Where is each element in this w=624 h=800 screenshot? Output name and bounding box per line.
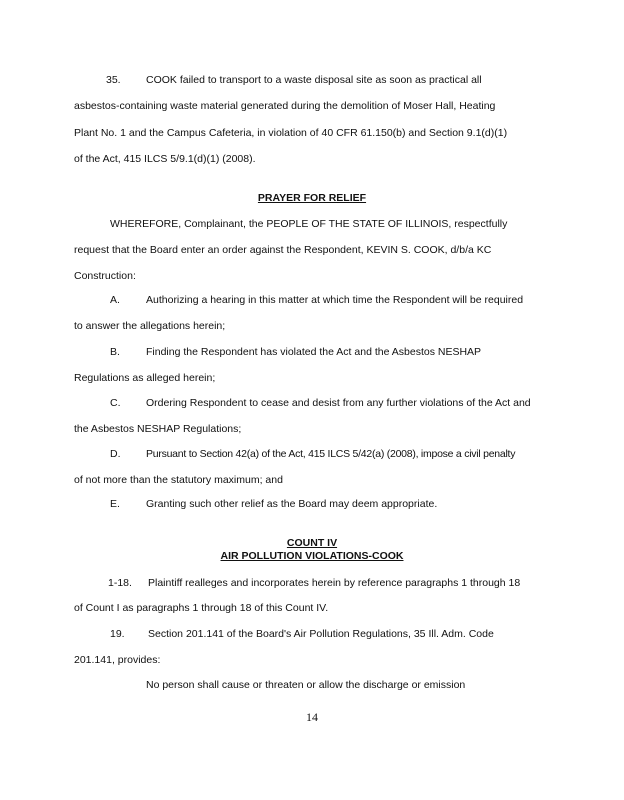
paragraph-text: of the Act, 415 ILCS 5/9.1(d)(1) (2008). [74, 153, 256, 165]
paragraph-text: COOK failed to transport to a waste disposal site as soon as practical all [146, 74, 482, 86]
section-heading: PRAYER FOR RELIEF [257, 192, 367, 204]
list-letter: A. [110, 294, 120, 306]
paragraph-text: Plaintiff realleges and incorporates herein by reference paragraphs 1 through 18 [148, 577, 521, 589]
paragraph-text: Section 201.141 of the Board's Air Pollution Regulations, 35 Ill. Adm. Code [148, 628, 494, 640]
list-item-text: Finding the Respondent has violated the Act and the Asbestos NESHAP [146, 346, 482, 358]
list-item-text: Granting such other relief as the Board may deem appropriate. [146, 498, 438, 510]
paragraph-number: 19. [110, 628, 125, 640]
count-heading: COUNT IV [286, 537, 338, 549]
list-item-text: Pursuant to Section 42(a) of the Act, 415 ILCS 5/42(a) (2008), impose a civil penalty [146, 448, 516, 460]
list-item-text: Ordering Respondent to cease and desist from any further violations of the Act and [146, 397, 531, 409]
list-item-text: of not more than the statutory maximum; and [74, 474, 283, 486]
list-item-text: the Asbestos NESHAP Regulations; [74, 423, 242, 435]
paragraph-text: WHEREFORE, Complainant, the PEOPLE OF THE STATE OF ILLINOIS, respectfully [110, 218, 508, 230]
list-item-text: Regulations as alleged herein; [74, 372, 216, 384]
paragraph-text: request that the Board enter an order against the Respondent, KEVIN S. COOK, d/b/a KC [74, 244, 492, 256]
page-number: 14 [306, 710, 318, 724]
paragraph-text: 201.141, provides: [74, 654, 161, 666]
paragraph-number: 35. [106, 74, 121, 86]
paragraph-number: 1-18. [108, 577, 132, 589]
list-item-text: Authorizing a hearing in this matter at which time the Respondent will be required [146, 294, 524, 306]
list-item-text: to answer the allegations herein; [74, 320, 226, 332]
list-letter: C. [110, 397, 121, 409]
list-letter: B. [110, 346, 120, 358]
count-subheading: AIR POLLUTION VIOLATIONS-COOK [220, 550, 404, 562]
block-quote: No person shall cause or threaten or allow the discharge or emission [146, 679, 466, 691]
list-letter: E. [110, 498, 120, 510]
paragraph-text: of Count I as paragraphs 1 through 18 of this Count IV. [74, 602, 329, 614]
list-letter: D. [110, 448, 121, 460]
paragraph-text: Construction: [74, 270, 136, 282]
paragraph-text: asbestos-containing waste material generated during the demolition of Moser Hall, Heating [74, 100, 496, 112]
paragraph-text: Plant No. 1 and the Campus Cafeteria, in violation of 40 CFR 61.150(b) and Section 9.1(d)(1) [74, 127, 508, 139]
